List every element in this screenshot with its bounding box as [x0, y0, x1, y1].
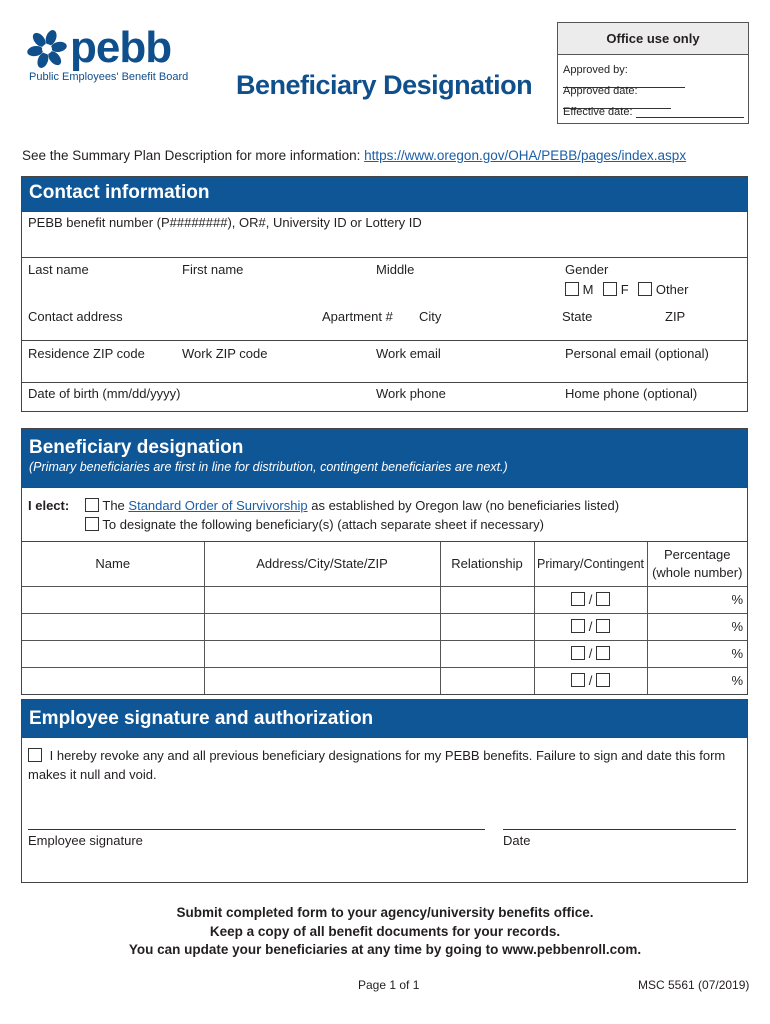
beneficiary-name-cell[interactable] — [22, 586, 204, 613]
option-designate — [85, 517, 544, 532]
percentage-cell[interactable]: % — [647, 640, 747, 667]
beneficiary-relationship-cell[interactable] — [440, 640, 534, 667]
beneficiary-table-wrap — [22, 541, 747, 694]
primary-contingent-cell — [534, 613, 647, 640]
form-title: Beneficiary Designation — [236, 70, 533, 100]
table-row — [22, 667, 747, 694]
employee-signature-line[interactable] — [28, 829, 485, 830]
signature-section — [21, 699, 748, 883]
gender-label: Gender — [565, 262, 609, 277]
gender-m-checkbox[interactable] — [565, 282, 579, 296]
table-row — [22, 640, 747, 667]
primary-checkbox[interactable] — [571, 673, 585, 687]
apartment-label: Apartment # — [322, 309, 393, 324]
percentage-cell[interactable]: % — [647, 667, 747, 694]
home-phone-label: Home phone (optional) — [565, 386, 698, 401]
info-text — [22, 148, 686, 163]
info-link[interactable]: https://www.oregon.gov/OHA/PEBB/pages/index.aspx — [364, 148, 687, 163]
beneficiary-relationship-cell[interactable] — [440, 667, 534, 694]
revoke-text-2: makes it null and void. — [28, 767, 157, 782]
effective-date-row — [563, 106, 744, 118]
first-name-label: First name — [182, 262, 244, 277]
office-use-title: Office use only — [558, 23, 748, 55]
office-use-box — [557, 22, 749, 124]
primary-checkbox[interactable] — [571, 646, 585, 660]
date-line[interactable] — [503, 829, 736, 830]
pebb-number-label: PEBB benefit number (P########), OR#, University ID or Lottery ID — [28, 215, 422, 230]
form-code: MSC 5561 (07/2019) — [638, 978, 750, 992]
col-primary-contingent: Primary/Contingent — [534, 542, 647, 586]
contact-information-section — [21, 176, 748, 412]
approved-date-label: Approved date: — [563, 85, 638, 97]
primary-checkbox[interactable] — [571, 619, 585, 633]
page-number: Page 1 of 1 — [358, 978, 420, 992]
primary-checkbox[interactable] — [571, 592, 585, 606]
primary-contingent-cell — [534, 640, 647, 667]
gender-options — [565, 282, 688, 297]
zip-email-row — [22, 340, 747, 382]
beneficiary-name-cell[interactable] — [22, 613, 204, 640]
slash: / — [588, 592, 593, 607]
col-name: Name — [22, 542, 204, 586]
pebb-number-row[interactable] — [22, 211, 747, 257]
gender-f-label: F — [620, 282, 629, 297]
work-phone-label: Work phone — [376, 386, 446, 401]
beneficiary-section — [21, 428, 748, 695]
col-relationship: Relationship — [440, 542, 534, 586]
slash: / — [588, 619, 593, 634]
designate-checkbox[interactable] — [85, 517, 99, 531]
city-label: City — [419, 309, 442, 324]
beneficiary-table-header — [22, 542, 747, 586]
col-percentage-label: Percentage — [664, 546, 731, 562]
percentage-cell[interactable]: % — [647, 586, 747, 613]
revoke-text: I hereby revoke any and all previous beneficiary designations for my PEBB benefits. Failure to sign and date this form — [49, 748, 726, 763]
revoke-line1 — [28, 748, 725, 763]
footer-line3: You can update your beneficiaries at any time by going to www.pebbenroll.com. — [128, 942, 642, 957]
pebb-logo-mark — [26, 28, 68, 70]
standard-order-link[interactable]: Standard Order of Survivorship — [128, 498, 308, 513]
beneficiary-title: Beneficiary designation — [29, 437, 244, 458]
contingent-checkbox[interactable] — [596, 673, 610, 687]
beneficiary-address-cell[interactable] — [204, 586, 440, 613]
primary-contingent-cell — [534, 667, 647, 694]
contact-address-label: Contact address — [28, 309, 123, 324]
beneficiary-relationship-cell[interactable] — [440, 613, 534, 640]
effective-date-label: Effective date: — [563, 106, 633, 118]
option1-suffix: as established by Oregon law (no beneficiaries listed) — [307, 498, 620, 513]
beneficiary-address-cell[interactable] — [204, 640, 440, 667]
footer-line2: Keep a copy of all benefit documents for your records. — [209, 924, 561, 939]
table-row — [22, 586, 747, 613]
col-percentage-sub: (whole number) — [652, 564, 743, 580]
revoke-checkbox[interactable] — [28, 748, 42, 762]
gender-other-label: Other — [655, 282, 689, 297]
beneficiary-table — [22, 542, 747, 694]
employee-signature-label: Employee signature — [28, 833, 143, 848]
beneficiary-address-cell[interactable] — [204, 613, 440, 640]
personal-email-label: Personal email (optional) — [565, 346, 709, 361]
beneficiary-subtitle: (Primary beneficiaries are first in line for distribution, contingent beneficiaries are next.) — [29, 460, 508, 474]
gender-f-checkbox[interactable] — [603, 282, 617, 296]
signature-title: Employee signature and authorization — [29, 708, 374, 729]
info-text-label: See the Summary Plan Description for more information: — [22, 148, 365, 163]
beneficiary-name-cell[interactable] — [22, 667, 204, 694]
gender-other-checkbox[interactable] — [638, 282, 652, 296]
logo-text: pebb — [70, 23, 172, 72]
option1-prefix: The — [102, 498, 129, 513]
signature-header — [22, 700, 747, 737]
footer-line1: Submit completed form to your agency/university benefits office. — [176, 905, 594, 920]
gender-m-label: M — [582, 282, 594, 297]
residence-zip-label: Residence ZIP code — [28, 346, 145, 361]
last-name-label: Last name — [28, 262, 89, 277]
approved-by-label: Approved by: — [563, 64, 628, 76]
zip-label: ZIP — [665, 309, 686, 324]
contact-information-title: Contact information — [29, 182, 210, 203]
beneficiary-header — [22, 429, 747, 487]
middle-label: Middle — [376, 262, 415, 277]
survivorship-checkbox[interactable] — [85, 498, 99, 512]
slash: / — [588, 673, 593, 689]
beneficiary-name-cell[interactable] — [22, 640, 204, 667]
primary-contingent-cell — [534, 586, 647, 613]
slash: / — [588, 646, 593, 661]
percentage-cell[interactable]: % — [647, 613, 747, 640]
state-label: State — [562, 309, 593, 324]
signature-body — [22, 737, 747, 882]
col-percentage — [647, 542, 747, 586]
date-label: Date — [503, 833, 531, 848]
beneficiary-relationship-cell[interactable] — [440, 586, 534, 613]
work-email-label: Work email — [376, 346, 441, 361]
beneficiary-address-cell[interactable] — [204, 667, 440, 694]
dob-phone-row — [22, 382, 747, 414]
i-elect-label: I elect: — [28, 498, 70, 513]
option2-label: To designate the following beneficiary(s) (attach separate sheet if necessary) — [102, 517, 544, 532]
logo-subtitle: Public Employees' Benefit Board — [29, 71, 189, 83]
option-survivorship — [85, 498, 619, 513]
contingent-checkbox[interactable] — [596, 646, 610, 660]
col-address: Address/City/State/ZIP — [204, 542, 440, 586]
contingent-checkbox[interactable] — [596, 592, 610, 606]
contingent-checkbox[interactable] — [596, 619, 610, 633]
contact-information-header — [22, 177, 747, 211]
work-zip-label: Work ZIP code — [182, 346, 268, 361]
table-row — [22, 613, 747, 640]
name-address-row — [22, 257, 747, 340]
election-row — [22, 487, 747, 541]
dob-label: Date of birth (mm/dd/yyyy) — [28, 386, 181, 401]
effective-date-line — [636, 106, 744, 118]
